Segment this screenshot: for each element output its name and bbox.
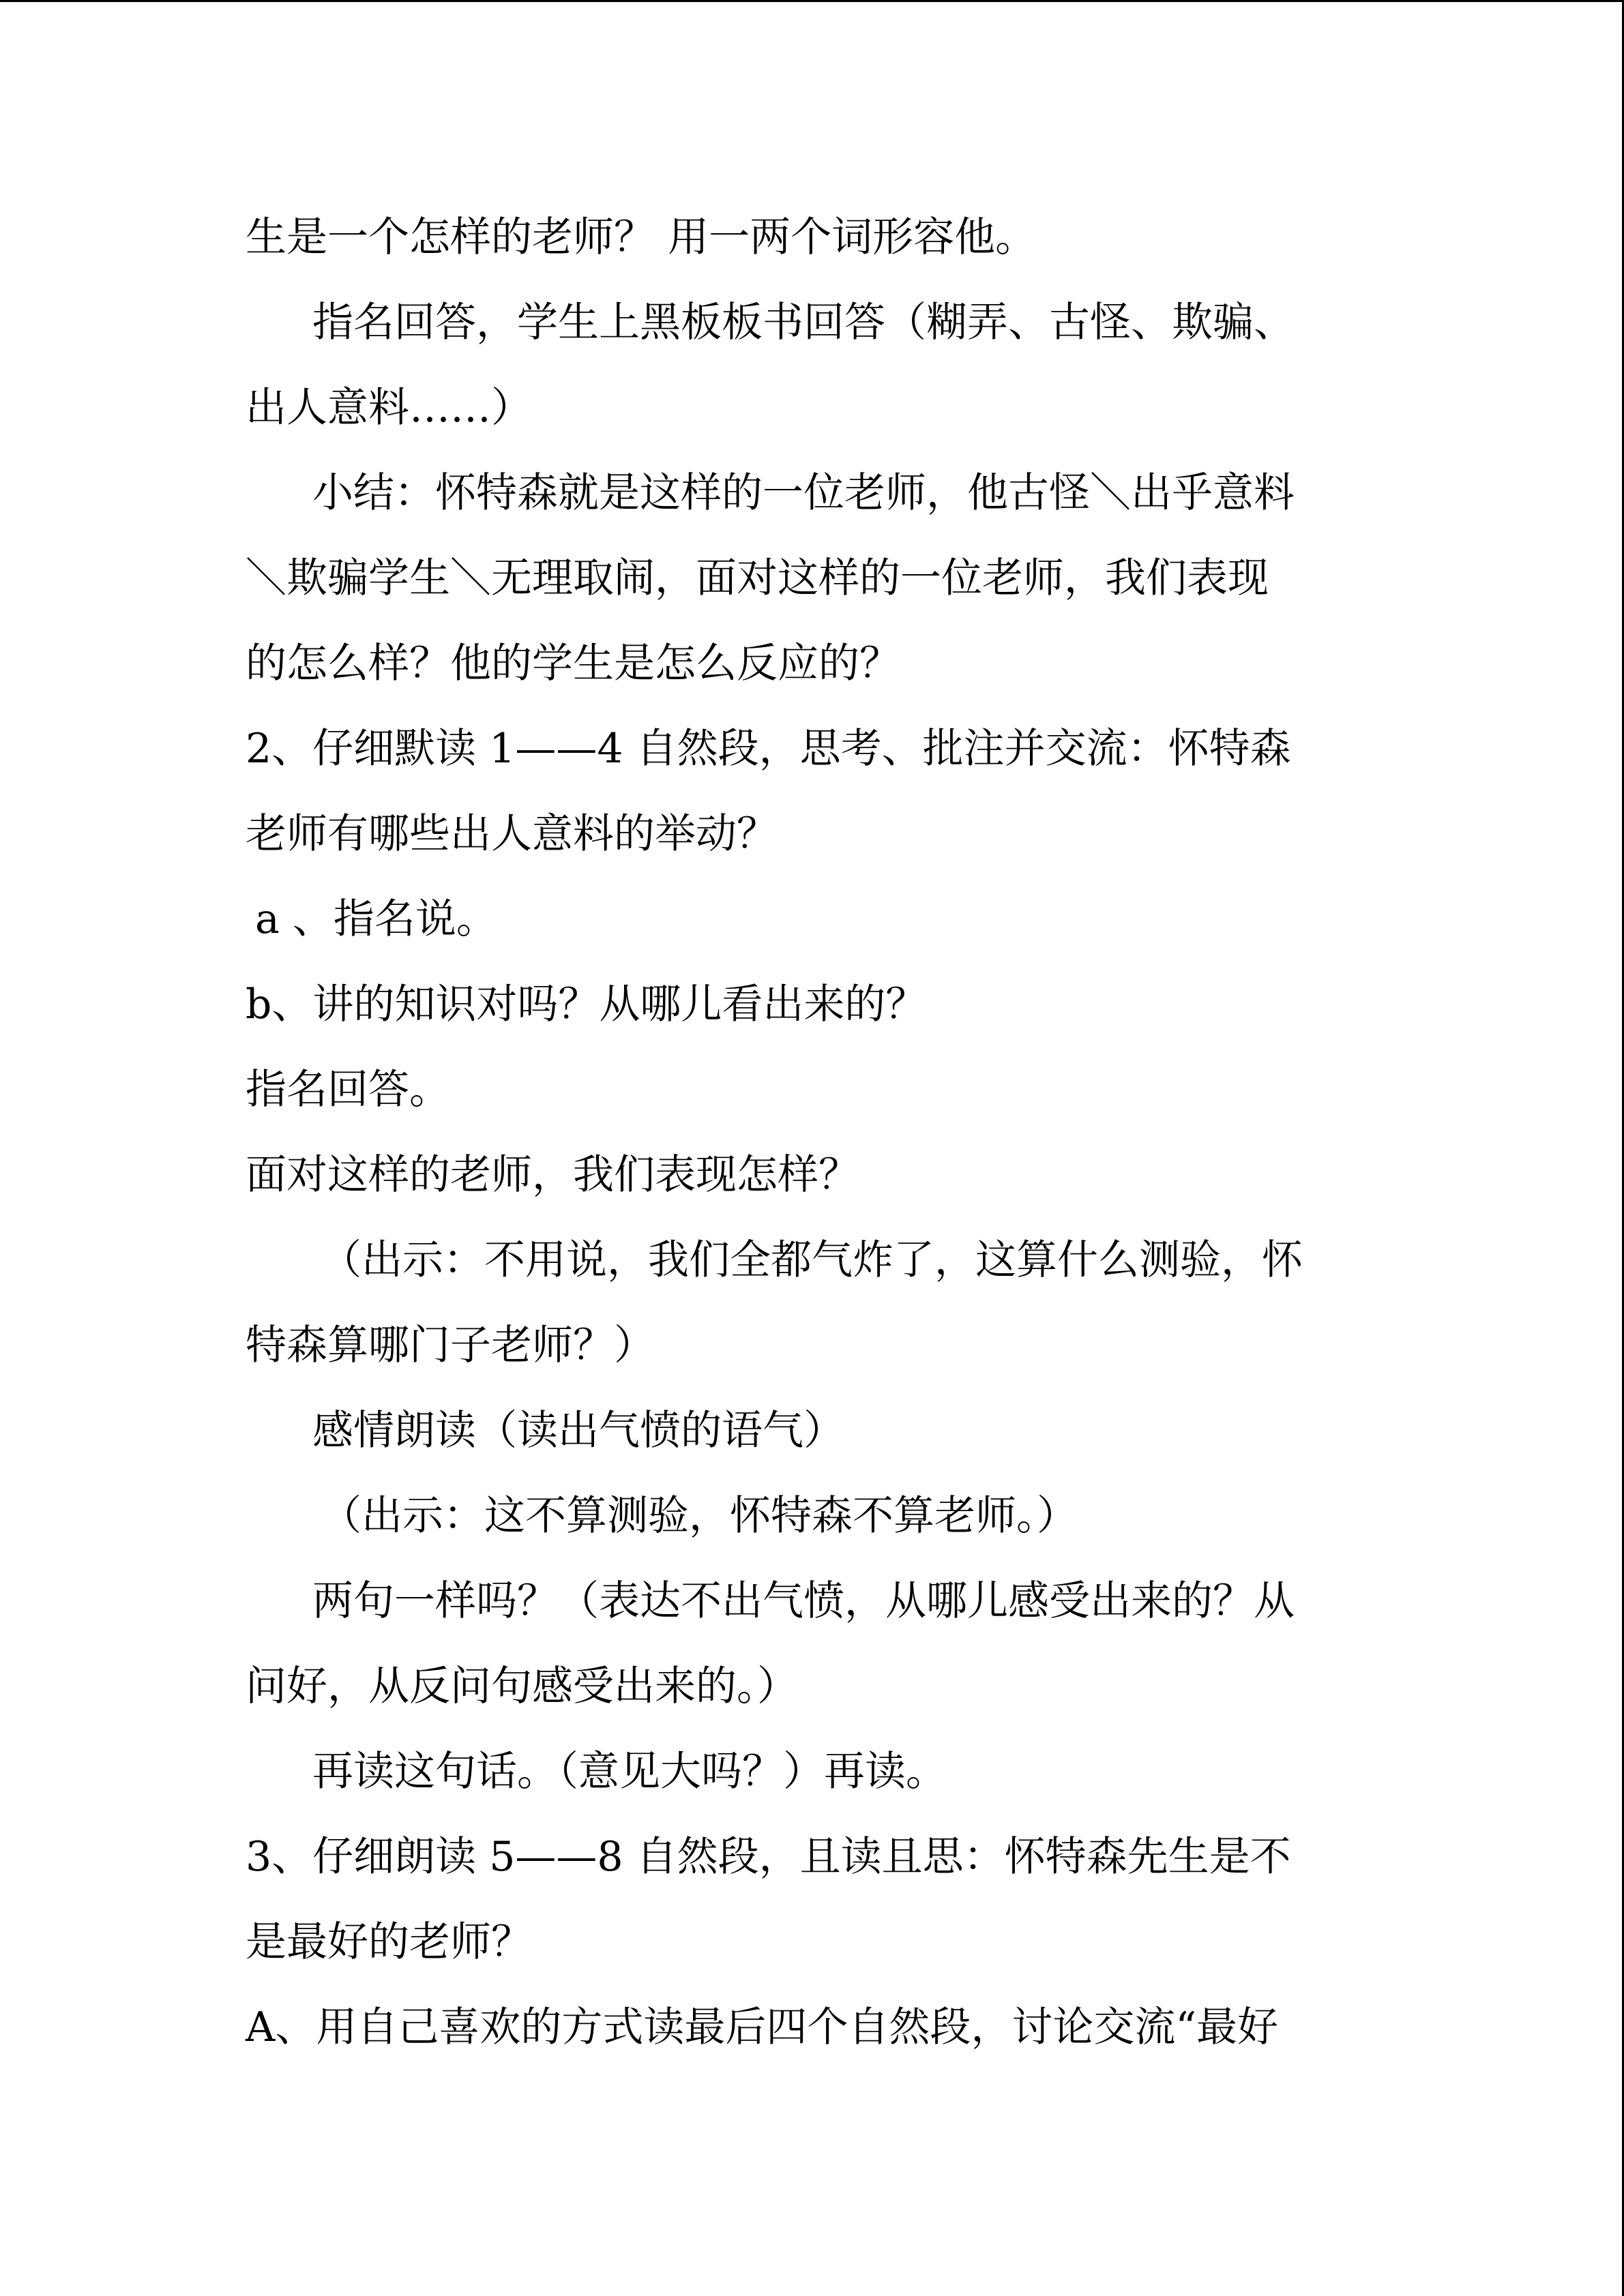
text-line-8: 老师有哪些出人意料的举动？ [246, 810, 778, 858]
text-line-20: 3、仔细朗读 5——8 自然段，且读且思：怀特森先生是不 [246, 1833, 1291, 1881]
text-line-2: 指名回答，学生上黑板板书回答（糊弄、古怪、欺骗、 [312, 299, 1295, 346]
text-line-22: A、用自己喜欢的方式读最后四个自然段，讨论交流“最好 [246, 2003, 1279, 2051]
text-line-6: 的怎么样？他的学生是怎么反应的？ [246, 640, 900, 687]
text-line-10: b、讲的知识对吗？从哪儿看出来的？ [246, 981, 927, 1028]
text-line-1: 生是一个怎样的老师？ 用一两个词形容他。 [246, 213, 1037, 261]
text-line-16: （出示：这不算测验，怀特森不算老师。） [321, 1492, 1078, 1540]
text-line-18: 问好，从反问句感受出来的。） [246, 1663, 798, 1710]
text-line-3: 出人意料……） [246, 384, 532, 432]
text-line-15: 感情朗读（读出气愤的语气） [312, 1407, 844, 1455]
top-border-line [0, 0, 1624, 2]
text-line-11: 指名回答。 [246, 1066, 450, 1114]
text-line-9: a 、指名说。 [255, 895, 497, 943]
text-line-21: 是最好的老师？ [246, 1918, 532, 1966]
text-line-14: 特森算哪门子老师？） [246, 1322, 655, 1369]
text-line-17: 两句一样吗？（表达不出气愤，从哪儿感受出来的？从 [312, 1577, 1295, 1625]
text-line-7: 2、仔细默读 1——4 自然段，思考、批注并交流：怀特森 [246, 725, 1291, 773]
text-line-19: 再读这句话。（意见大吗？）再读。 [312, 1748, 947, 1795]
text-line-5: ＼欺骗学生＼无理取闹，面对这样的一位老师，我们表现 [246, 554, 1269, 602]
text-line-12: 面对这样的老师，我们表现怎样？ [246, 1151, 859, 1199]
text-line-4: 小结：怀特森就是这样的一位老师，他古怪＼出乎意料 [312, 469, 1295, 517]
text-line-13: （出示：不用说，我们全都气炸了，这算什么测验，怀 [321, 1236, 1303, 1284]
